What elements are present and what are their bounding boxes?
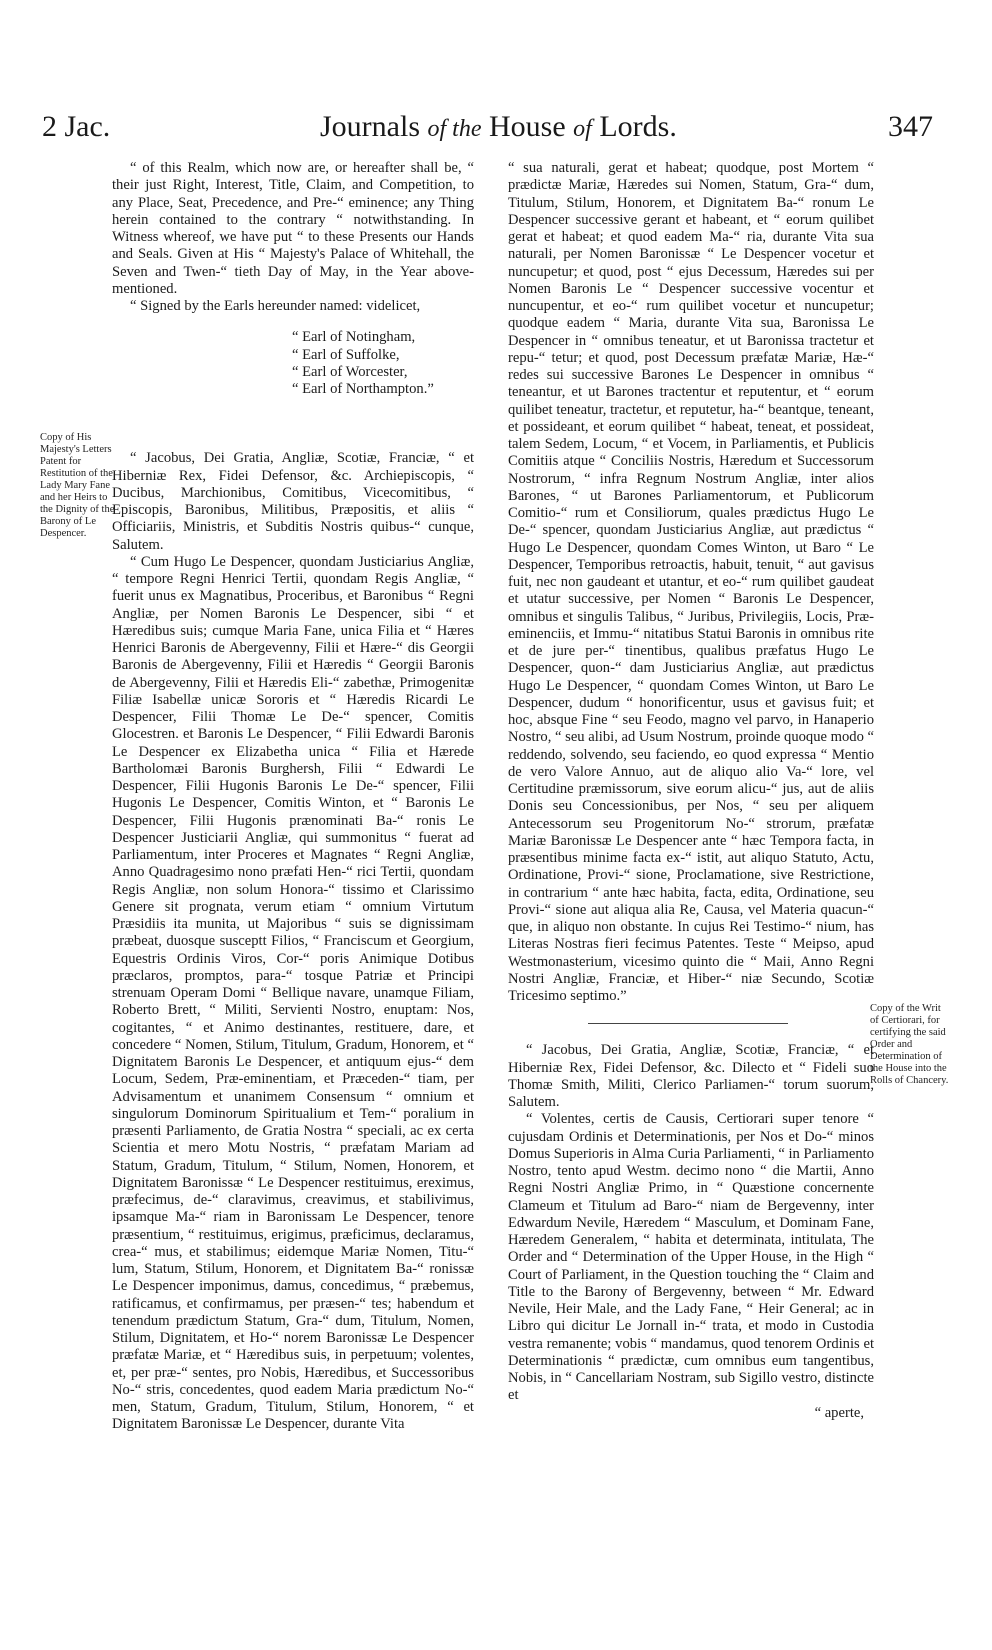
title-part-house: House [481,110,574,143]
paragraph-letters-patent-continuation: “ sua naturali, gerat et habeat; quodque, post Mortem “ prædictæ Mariæ, Hæredes sui Nomen, Statum, Gra-“ dum, Titulum, Stilum, Honorem, et Dignitatem Ba-“ ronum Le Despencer successive gerant et habeant, et “ eorum quilibet gerat et habeat; et quod eadem Ma-“ ria, durante Vita sua naturali, per Nomen Baronissæ “ Le Despencer vocetur et nuncupetur; et quod, post “ ejus Decessum, Hæredes sui per Nomen Baronis Le “ Despencer successive vocentur et nuncupentur, et eo-“ rum quilibet vocetur et nuncupetur; quodque eadem “ Maria, durante Vita sua, Baronissa Le Despencer in “ omnibus teneatur, et ut Baronissa tractetur et repu-“ tetur; et quod, post Decessum præfatæ Mariæ, Hæ-“ redes sui successive Barones Le Despencer in omnibus “ teneantur, et ut Barones tractentur et reputentur, et “ eorum quilibet teneatur, tractetur, et reputetur, ha-“ beantque, teneant, et possideant, et eorum quilibet “ habeat, teneat, et possideat, talem Sedem, Locum, “ et Vocem, in Parliamentis, et Publicis Comitiis atque “ Conciliis Nostris, Hæredum et Successorum Nostrorum, “ infra Regnum Nostrum Angliæ, inter alios Barones, “ ut Barones Parliamentorum, et Publicorum Comitio-“ rum et Consiliorum, quales prædictus Hugo Le De-“ spencer, quondam Justiciarius Angliæ, aut prædictus “ Hugo Le Despencer, quondam Comes Winton, ut Baro “ Le Despencer, Temporibus retroactis, habuit, tenuit, “ aut gavisus fuit, nec non gaudeant et utantur, et eo-“ rum quilibet gaudeat et utatur successive, per Nomen “ Baronis Le Despencer, omnibus et singulis Talibus, “ Juribus, Privilegiis, Locis, Præ-eminenciis, et Immu-“ nitatibus Statui Baronis in omnibus rite et de jure per-“ tinentibus, qualibus præfatus Hugo Le Despencer, quon-“ dam Justiciarius Angliæ, aut prædictus Hugo Le Despencer, “ quondam Comes Winton, ut Baro Le Despencer, dudum “ honorificentur, usus et gavisus fuit; et hoc, absque Fine “ seu Feodo, magno vel parvo, in Hanaperio Nostro, “ seu alibi, ad Usum Nostrum, proinde quoque modo “ reddendo, solvendo, seu faciendo, eo quod expressa “ Mentio de vero Valore Annuo, aut de aliquo alio Va-“ lore, vel Certitudine præmissorum, sive eorum alicu-“ jus, aut de aliis Donis seu Concessionibus, per Nos, “ seu per aliquem Antecessorum seu Progenitorum No-“ strorum, præfatæ Mariæ Baronissæ Le Despencer ante “ hæc Tempora facta, in præsentibus minime facta ex-“ istit, aut aliquo Statuto, Actu, Ordinatione, Provi-“ sione, Proclamatione, sive Restrictione, in contrarium “ ante hæc habita, facta, edita, Ordinatione, seu Provi-“ sione aut aliqua alia Re, Causa, vel Materia quacun-“ que, in aliquo non obstante. In cujus Rei Testimo-“ nium, has Literas Nostras fieri fecimus Patentes. Teste “ Meipso, apud Westmonasterium, vicesimo quinto die “ Maii, Anno Regni Nostri Angliæ, Franciæ, et Hiber-“ niæ Secundo, Scotiæ Tricesimo septimo.” [508,160,875,1004]
signatory-northampton: “ Earl of Northampton.” [292,381,434,397]
signatories-list [292,329,474,398]
title-part-lords: Lords. [591,110,677,143]
signatory-suffolke: “ Earl of Suffolke, [292,346,400,363]
running-head-title [320,110,677,144]
paragraph-writ-body: “ Volentes, certis de Causis, Certiorari super tenore “ cujusdam Ordinis et Determinationis, per Nos et Do-“ minos Domus Superioris in Alma Curia Parliamenti, “ in Parliamento Nostro, tento apud Westm. decimo nono “ die Martii, Anno Regni Nostri Angliæ Primo, in “ Quæstione concernente Clameum et Titulum ad Baro-“ niam de Bergevenny, inter Edwardum Nevile, Hæredem “ Masculum, et Dominam Fane, Hæredem Generalem, “ habita et determinata, intitulata, The Order and “ Determination of the Upper House, in the High “ Court of Parliament, in the Question touching the “ Claim and Title to the Barony of Bergevenny, between “ Mr. Edward Nevile, Heir Male, and the Lady Fane, “ Heir General; ac in Libro qui dicitur Le Jornall in-“ trata, et modo in Custodia vestra remanente; vobis “ mandamus, quod tenorem Ordinis et Determinationis “ prædictæ, cum omnibus eum tangentibus, Nobis, in “ Cancellariam Nostram, sub Sigillo vestro, distincte et [508,1111,875,1404]
running-head-regnal-year: 2 Jac. [42,110,111,143]
title-part-journals: Journals [320,110,428,143]
section-divider [588,1023,788,1024]
left-column [112,160,474,1434]
signatory-worcester: “ Earl of Worcester, [292,363,408,380]
title-part-of-the: of the [427,116,482,142]
paragraph-claim-conclusion: “ of this Realm, which now are, or hereafter shall be, “ their just Right, Interest, Title, Claim, and Competition, to any Place, Seat, Precedence, and Pre-“ eminence; any Thing herein contained to the contrary “ notwithstanding. In Witness whereof, we have put “ to these Presents our Hands and Seals. Given at His “ Majesty's Palace of Whitehall, the Seven and Twen-“ tieth Day of May, in the Year above-mentioned. [112,160,474,297]
paragraph-signed-by: “ Signed by the Earls hereunder named: videlicet, [130,298,421,314]
paragraph-letters-patent-body: “ Cum Hugo Le Despencer, quondam Justiciarius Angliæ, “ tempore Regni Henrici Tertii, quondam Regis Angliæ, “ fuerit unus ex Magnatibus, Proceribus, et Baronibus “ Regni Angliæ, per Nomen Baronis Le Despencer, sibi “ et Hæredibus suis; cumque Maria Fane, unica Filia et “ Hæres Henrici Baronis de Abergevenny, Filii et Hære-“ dis Georgii Baronis de Abergevenny, Filii et Hæredis “ Georgii Baronis de Abergevenny, Filii et Hæredis Eli-“ zabethæ, Primogenitæ Filiæ Isabellæ unicæ Sororis et “ Hæredis Ricardi Le Despencer, Filii Thomæ Le De-“ spencer, Comitis Glocestren. et Baronis Le Despencer, “ Filii Edwardi Baronis Le Despencer ex Elizabetha unica “ Filia et Hærede Bartholomæi Baronis Burghersh, Filii “ Edwardi Le Despencer, Filii Hugonis Baronis Le De-“ spencer, Filii Hugonis Le Despencer, Comitis Winton, et “ Baronis Le Despencer, Filii Hugonis prænominati Ba-“ ronis Le Despencer Justiciarii Angliæ, qui summonitus “ fuerat ad Parliamentum, inter Proceres et Magnates “ Regni Angliæ, Anno Quadragesimo nono præfati Hen-“ rici Tertii, quondam Regis Angliæ, non solum Honora-“ tissimo et Clarissimo Genere sit prognata, verum etiam “ omnium Virtutum Præsidiis ita munita, ut Majoribus “ suis se dignissimam præbeat, duosque susceptt Filios, “ Franciscum et Georgium, Equestris Ordinis Viros, Cor-“ poris Animique Dotibus præclaros, promptos, para-“ tosque Patriæ et Principi strenuam Operam Domi “ Bellique navare, unamque Filiam, Roberto Brett, “ Militi, Servienti Nostro, enuptam: Nos, cogitantes, “ et Animo destinantes, restituere, dare, et concedere “ Nomen, Stilum, Titulum, Gradum, Honorem, et “ Dignitatem Baronis Le Despencer, et antiquum ejus-“ dem Locum, Sedem, Præ-eminentiam, et Præceden-“ tiam, per Advisamentum et unanimem Consensum “ omnium et singulorum Dominorum Spiritualium et Tem-“ poralium in præsenti Parliamento, de Gratia Nostra “ speciali, ac ex certa Scientia et mero Motu Nostris, “ præfatam Mariam ad Statum, Gradum, Titulum, “ Stilum, Nomen, Honorem, et Dignitatem Baronissæ “ Le Despencer restituimus, ereximus, præfecimus, de-“ claravimus, creavimus, et stabilivimus, ipsamque Ma-“ riam in Baronissam Le Despencer, tenore præsentium, “ restituimus, erigimus, præficimus, declaramus, crea-“ mus, et stabilimus; eidemque Mariæ Nomen, Titu-“ lum, Statum, Stilum, Honorem, et Dignitatem Ba-“ ronissæ Le Despencer imponimus, damus, concedimus, “ præbemus, ratificamus, et confirmamus, per præsen-“ tes; habendum et tenendum prædictum Statum, Gra-“ dum, Titulum, Nomen, Stilum, Dignitatem, et Ho-“ norem Baronissæ Le Despencer præfatæ Mariæ, et “ Hæredibus suis, in perpetuum; volentes, et, per præ-“ sentes, pro Nobis, Hæredibus, et Successoribus No-“ stris, concedentes, quod eadem Maria prædictum No-“ men, Statum, Gradum, Titulum, Stilum, Honorem, “ et Dignitatem Baronissæ Le Despencer, durante Vita [112,553,474,1433]
margin-note-letters-patent: Copy of His Majesty's Letters Patent for Restitution of the Lady Mary Fane and her Heirs to the Dignity of the Barony of Le Despencer. [40,432,115,539]
right-column [508,160,874,1422]
catchword: “ aperte, [814,1404,864,1421]
paragraph-letters-patent-salutation: “ Jacobus, Dei Gratia, Angliæ, Scotiæ, Franciæ, “ et Hiberniæ Rex, Fidei Defensor, &c. Archiepiscopis, “ Ducibus, Marchionibus, Comitibus, Vicecomitibus, “ Episcopis, Baronibus, Militibus, Præpositis, et aliis “ Officiariis, Ministris, et Subditis Nostris quibus-“ cunque, Salutem. [112,450,474,553]
signatory-notingham: “ Earl of Notingham, [292,329,416,346]
paragraph-writ-salutation: “ Jacobus, Dei Gratia, Angliæ, Scotiæ, Franciæ, “ et Hiberniæ Rex, Fidei Defensor, &c. Dilecto et “ Fideli suo Thomæ Smith, Militi, Clerico Parliamen-“ torum suorum, Salutem. [508,1042,874,1110]
title-part-of: of [573,116,592,142]
page-number: 347 [888,110,933,143]
margin-note-writ-certiorari: Copy of the Writ of Certiorari, for certifying the said Order and Determination of the House into the Rolls of Chancery. [870,1003,949,1086]
